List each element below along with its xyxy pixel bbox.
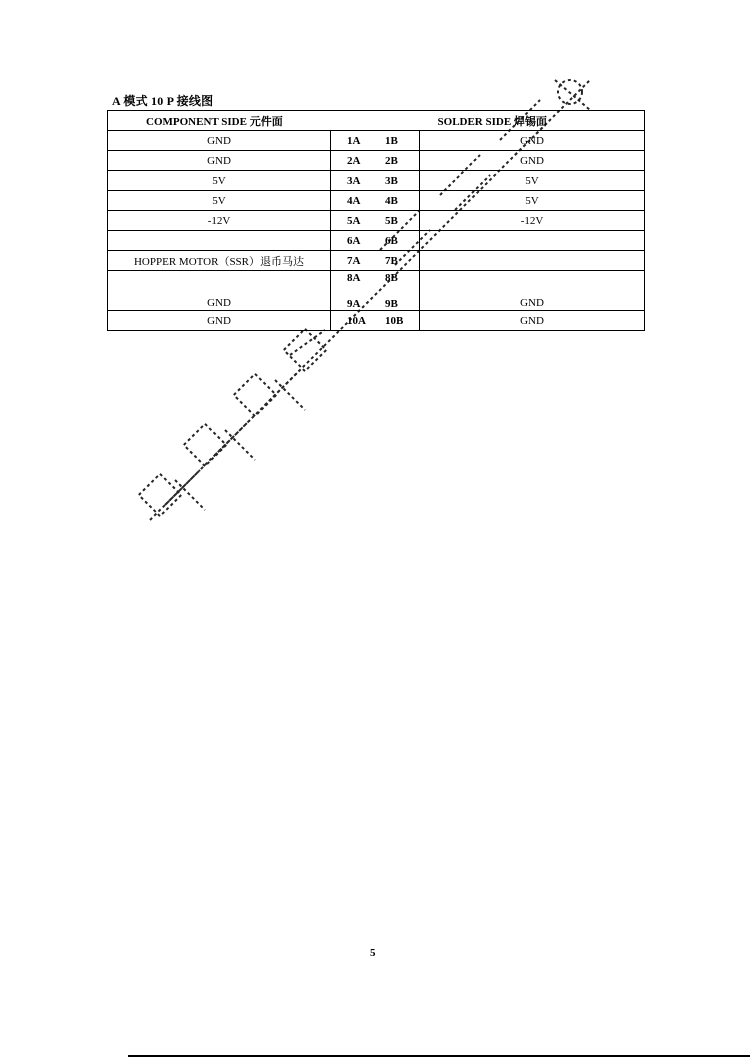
pin-b: 9B [385, 297, 398, 310]
pin-b: 2B [385, 154, 398, 167]
solder-cell: 5V [420, 191, 645, 211]
pin-a: 2A [347, 154, 361, 167]
component-cell: GND [108, 131, 331, 151]
component-cell: 5V [108, 191, 331, 211]
table-row [108, 231, 645, 251]
table-row [108, 271, 645, 311]
pin-cell [331, 311, 420, 331]
solder-side-header: SOLDER SIDE 焊锡面 [420, 111, 645, 131]
pinout-table [107, 110, 645, 331]
bottom-rule [128, 1055, 750, 1057]
solder-cell: GND [420, 131, 645, 151]
pin-cell [331, 171, 420, 191]
pin-cell [331, 131, 420, 151]
solder-cell: 5V [420, 171, 645, 191]
page-number: 5 [370, 947, 376, 959]
solder-cell: GND [420, 151, 645, 171]
pin-b: 5B [385, 214, 398, 227]
pin-cell [331, 151, 420, 171]
solder-cell [420, 231, 645, 251]
solder-cell: GND [420, 271, 645, 311]
pin-a: 7A [347, 254, 361, 267]
table-row [108, 311, 645, 331]
pin-b: 4B [385, 194, 398, 207]
pin-b: 7B [385, 254, 398, 267]
pin-b: 8B [385, 271, 398, 284]
pin-b: 1B [385, 134, 398, 147]
pin-cell [331, 271, 420, 311]
component-cell: HOPPER MOTOR（SSR）退币马达 [108, 251, 331, 271]
pin-a: 3A [347, 174, 361, 187]
table-row [108, 191, 645, 211]
pin-a: 4A [347, 194, 361, 207]
pin-a: 5A [347, 214, 361, 227]
component-cell: GND [108, 311, 331, 331]
pin-b: 3B [385, 174, 398, 187]
pin-b: 10B [385, 314, 404, 327]
pin-a: 10A [347, 314, 366, 327]
component-cell [108, 231, 331, 251]
table-row [108, 131, 645, 151]
table-header-row [108, 111, 645, 131]
pin-a: 1A [347, 134, 361, 147]
component-cell: GND [108, 151, 331, 171]
table-row [108, 171, 645, 191]
solder-cell [420, 251, 645, 271]
solder-cell: GND [420, 311, 645, 331]
pin-a: 8A [347, 271, 361, 284]
table-row [108, 251, 645, 271]
pin-a: 6A [347, 234, 361, 247]
component-cell: -12V [108, 211, 331, 231]
component-cell: GND [108, 271, 331, 311]
solder-cell: -12V [420, 211, 645, 231]
diagram-title: A 模式 10 P 接线图 [112, 94, 214, 108]
pin-b: 6B [385, 234, 398, 247]
pin-cell [331, 211, 420, 231]
table-row [108, 151, 645, 171]
table-row [108, 211, 645, 231]
component-side-header: COMPONENT SIDE 元件面 [108, 111, 420, 131]
pin-cell [331, 251, 420, 271]
pin-cell [331, 191, 420, 211]
pin-cell [331, 231, 420, 251]
pin-a: 9A [347, 297, 361, 310]
component-cell: 5V [108, 171, 331, 191]
